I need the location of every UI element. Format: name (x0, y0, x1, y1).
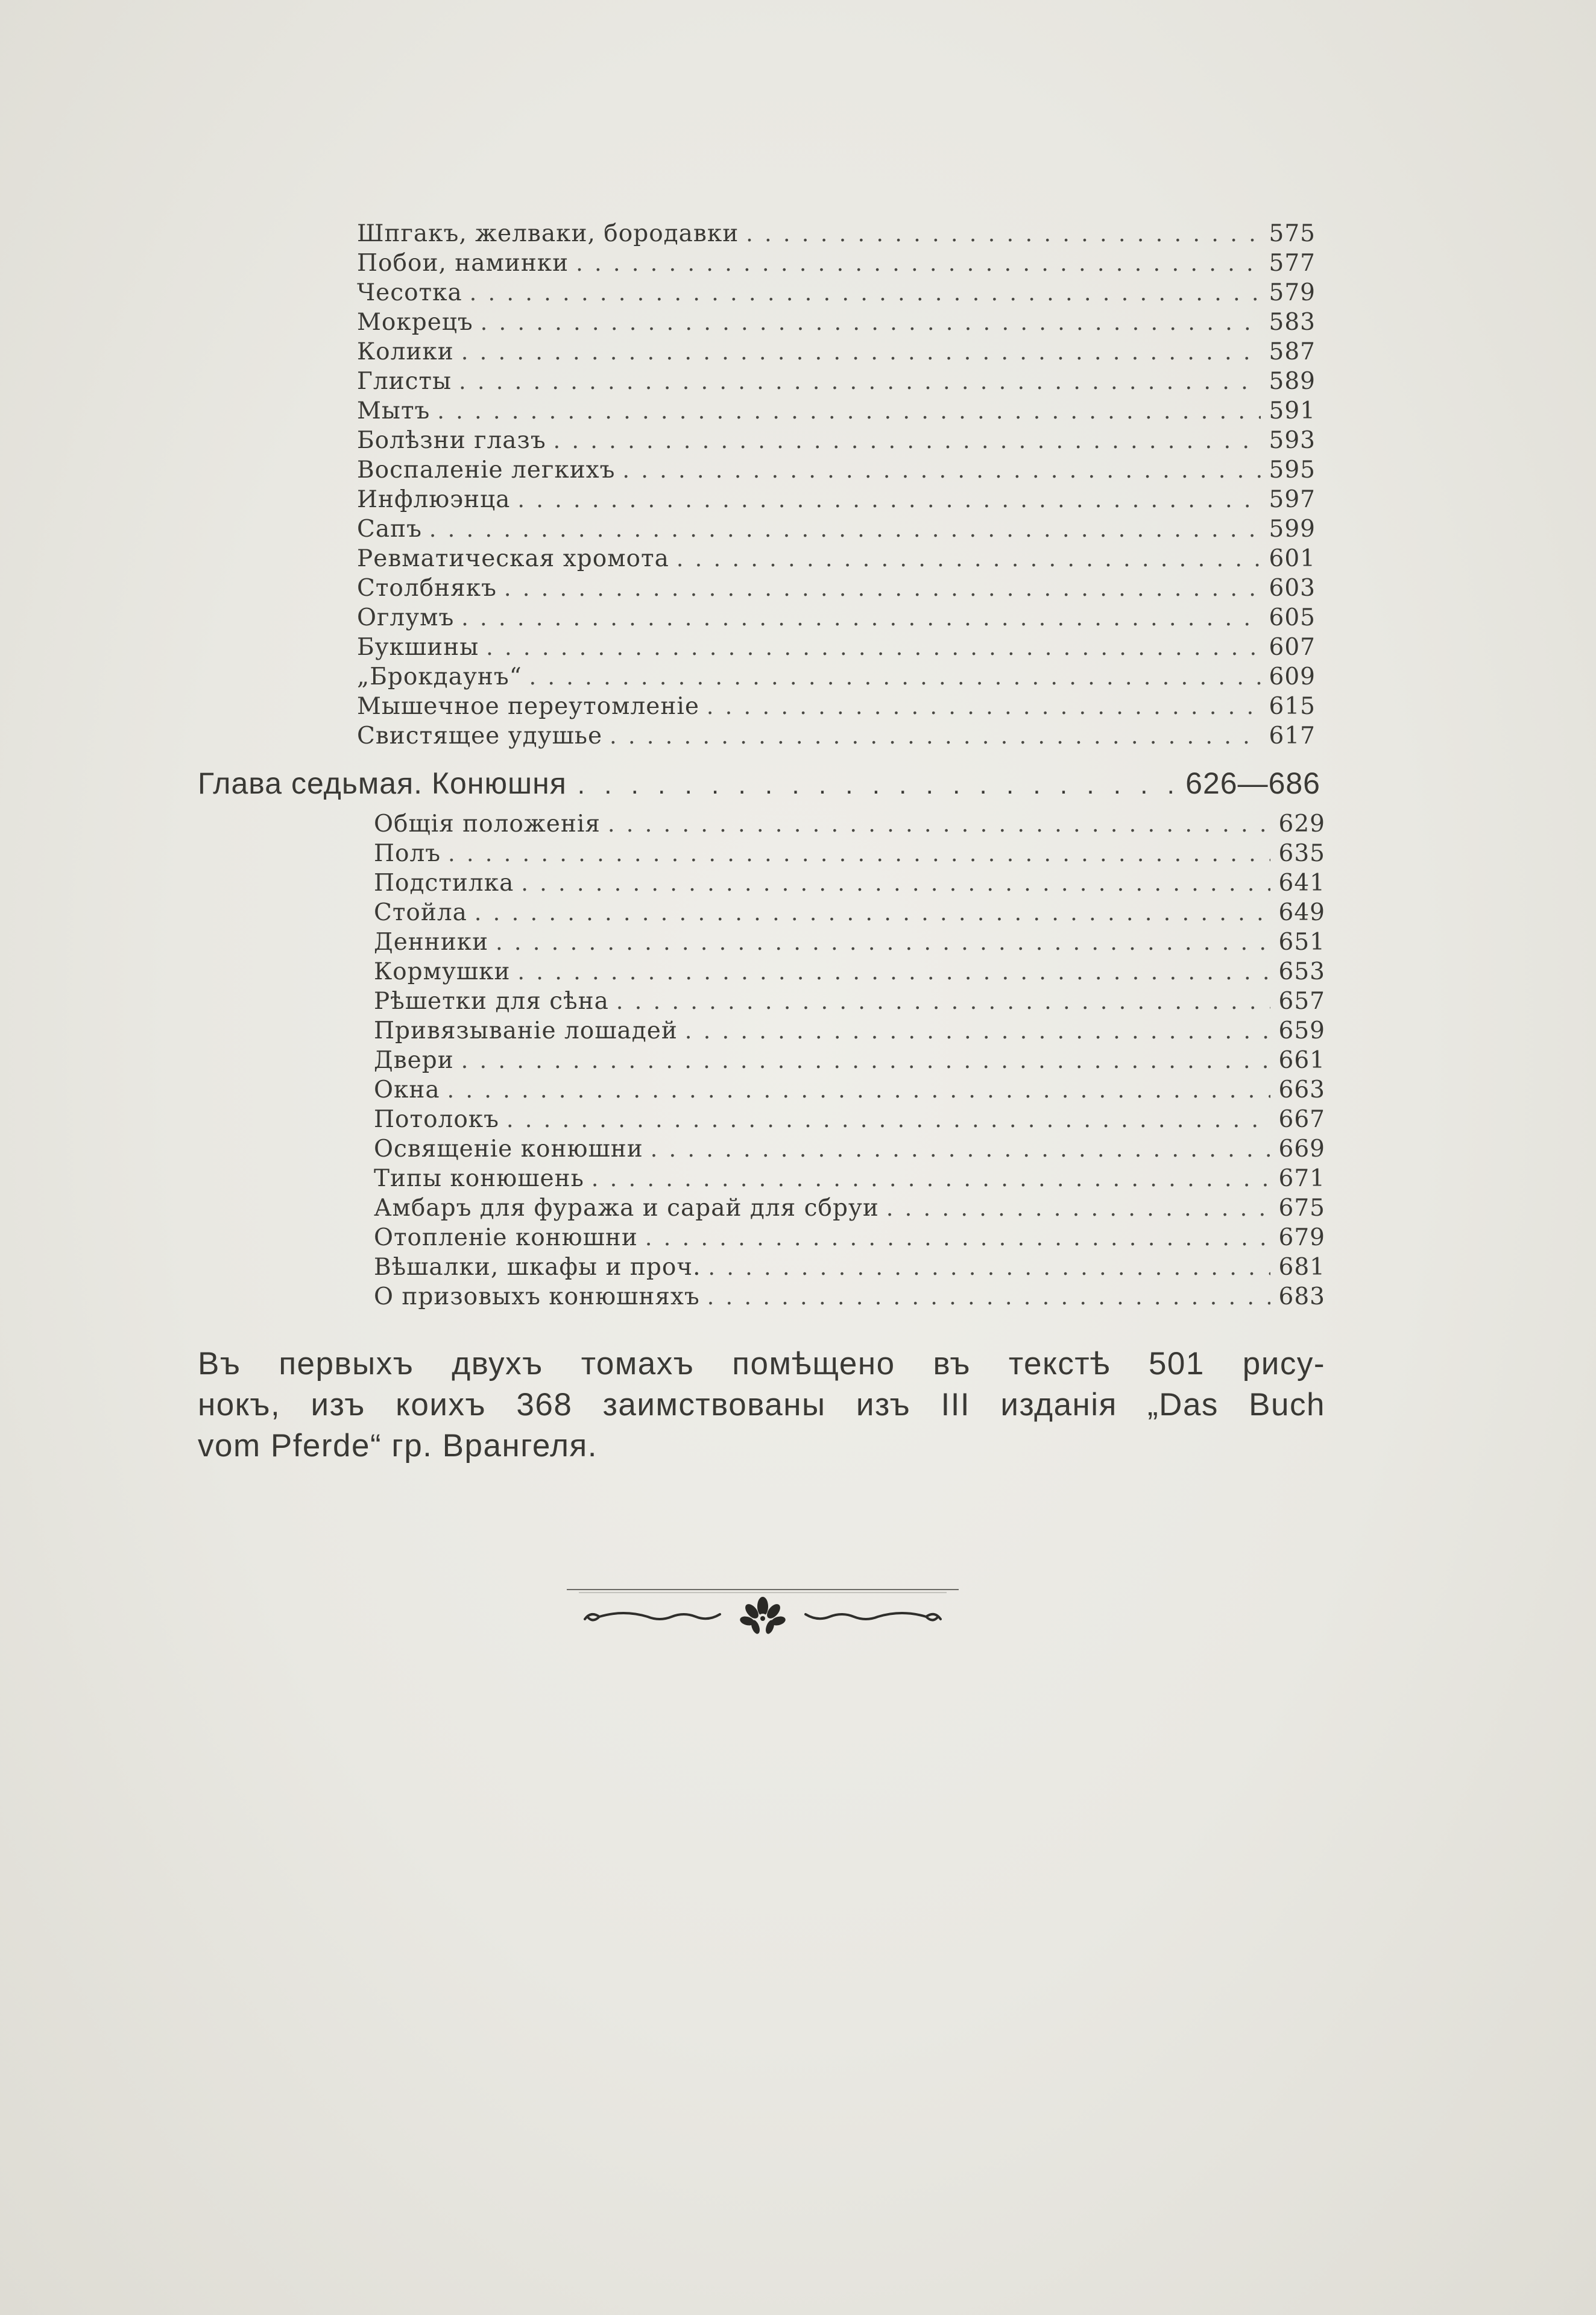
toc-entry-page: 681 (1278, 1254, 1325, 1281)
toc-entry-page: 589 (1269, 368, 1316, 395)
toc-entry (357, 634, 1316, 665)
toc-entry-label: Привязываніе лошадей (374, 1017, 678, 1044)
toc-entry-page: 651 (1278, 929, 1325, 956)
toc-entry (357, 722, 1316, 754)
leader-dots (623, 458, 1261, 483)
toc-entry (357, 368, 1316, 399)
note-line: vom Pferde“ гр. Врангеля. (198, 1428, 598, 1464)
toc-entry (357, 693, 1316, 724)
leader-dots (746, 222, 1260, 247)
toc-entry-page: 683 (1278, 1283, 1325, 1310)
leader-dots (610, 724, 1260, 749)
toc-entry-page: 595 (1269, 456, 1316, 484)
toc-entry-page: 603 (1269, 575, 1316, 602)
leader-dots (554, 429, 1261, 453)
toc-entry-page: 577 (1269, 250, 1316, 277)
leader-dots (459, 370, 1260, 394)
toc-entry-label: Полъ (374, 840, 441, 867)
toc-entry (357, 604, 1316, 636)
toc-entry-label: „Брокдаунъ“ (357, 663, 522, 690)
leader-dots (429, 517, 1261, 542)
toc-entry-label: Отопленіе конюшни (374, 1224, 638, 1251)
toc-entry (374, 840, 1325, 871)
leader-dots (448, 842, 1270, 867)
toc-entry-label: Оглумъ (357, 604, 455, 631)
toc-entry-page: 659 (1278, 1017, 1325, 1044)
toc-entry (374, 988, 1325, 1019)
toc-entry-page: 593 (1269, 427, 1316, 454)
toc-entry (357, 486, 1316, 517)
leader-dots (608, 812, 1270, 837)
leader-dots (578, 770, 1179, 800)
toc-entry-page: 629 (1278, 810, 1325, 838)
leader-dots (481, 311, 1261, 335)
toc-entry-page: 669 (1278, 1135, 1325, 1163)
toc-entry-label: Сапъ (357, 516, 422, 543)
leader-dots (470, 281, 1261, 306)
toc-entry (374, 899, 1325, 930)
toc-entry (374, 1047, 1325, 1078)
toc-entry-label: Общія положенія (374, 810, 601, 838)
toc-entry-label: Вѣшалки, шкафы и проч. (374, 1254, 701, 1281)
toc-entry-label: Глисты (357, 368, 452, 395)
toc-entry (374, 1076, 1325, 1108)
leader-dots (708, 1255, 1270, 1280)
toc-entry-label: Побои, наминки (357, 250, 569, 277)
leader-dots (677, 547, 1261, 572)
toc-entry-label: Стойла (374, 899, 467, 926)
toc-entry-page: 675 (1278, 1195, 1325, 1222)
toc-entry-label: Чесотка (357, 279, 462, 306)
toc-entry-label: Инфлюэнца (357, 486, 511, 513)
toc-entry-page: 657 (1278, 988, 1325, 1015)
chapter-page-range: 626—686 (1185, 766, 1320, 800)
toc-entry-label: Болѣзни глазъ (357, 427, 546, 454)
toc-entry-label: Мытъ (357, 397, 431, 425)
leader-dots (886, 1196, 1270, 1221)
leader-dots (616, 990, 1270, 1014)
toc-entry-label: Освященіе конюшни (374, 1135, 643, 1163)
toc-entry (357, 279, 1316, 311)
leader-dots (707, 695, 1261, 719)
toc-entry (357, 663, 1316, 695)
toc-entry-page: 653 (1278, 958, 1325, 985)
toc-entry (374, 1283, 1325, 1315)
toc-entry (374, 810, 1325, 842)
toc-entry (374, 1017, 1325, 1049)
leader-dots (576, 251, 1260, 276)
leader-dots (437, 399, 1260, 424)
toc-entry-page: 575 (1269, 220, 1316, 247)
leader-dots (707, 1285, 1270, 1310)
toc-entry (374, 1106, 1325, 1137)
toc-entry-label: Букшины (357, 634, 479, 661)
leader-dots (521, 871, 1270, 896)
toc-entry-page: 601 (1269, 545, 1316, 572)
toc-entry-page: 649 (1278, 899, 1325, 926)
leader-dots (504, 576, 1261, 601)
toc-entry (357, 220, 1316, 251)
toc-entry-label: Свистящее удушье (357, 722, 603, 750)
toc-entry-label: Типы конюшень (374, 1165, 584, 1192)
toc-entry-label: Мышечное переутомленіе (357, 693, 699, 720)
toc-entry (357, 309, 1316, 340)
toc-entry (357, 338, 1316, 370)
toc-entry-label: Ревматическая хромота (357, 545, 669, 572)
toc-entry-label: Подстилка (374, 870, 514, 897)
toc-entry (374, 958, 1325, 990)
leader-dots (461, 1049, 1270, 1073)
toc-entry (374, 929, 1325, 960)
toc-entry-page: 671 (1278, 1165, 1325, 1192)
toc-entry-label: Воспаленіе легкихъ (357, 456, 616, 484)
toc-entry-page: 591 (1269, 397, 1316, 425)
note-line: нокъ, изъ коихъ 368 заимствованы изъ III изданія „Das Buch (198, 1387, 1325, 1423)
toc-entry-page: 617 (1269, 722, 1316, 750)
leader-dots (517, 488, 1260, 513)
toc-entry-label: О призовыхъ конюшняхъ (374, 1283, 700, 1310)
toc-entry (374, 870, 1325, 901)
toc-entry-page: 599 (1269, 516, 1316, 543)
illustrations-note (198, 1344, 1325, 1467)
leader-dots (591, 1167, 1270, 1192)
note-line: Въ первыхъ двухъ томахъ помѣщено въ текстѣ 501 рису- (198, 1346, 1325, 1382)
toc-entry-page: 583 (1269, 309, 1316, 336)
toc-entry-page: 615 (1269, 693, 1316, 720)
toc-entry-page: 661 (1278, 1047, 1325, 1074)
toc-entry (357, 250, 1316, 281)
leader-dots (461, 340, 1261, 365)
toc-entry (357, 397, 1316, 429)
toc-entry-label: Колики (357, 338, 454, 365)
toc-entry (357, 427, 1316, 458)
toc-entry-page: 587 (1269, 338, 1316, 365)
leader-dots (486, 636, 1260, 660)
leader-dots (651, 1137, 1270, 1162)
leader-dots (506, 1108, 1270, 1132)
toc-entry (357, 545, 1316, 576)
toc-entry-page: 667 (1278, 1106, 1325, 1133)
toc-entry-page: 641 (1278, 870, 1325, 897)
toc-entry-page: 679 (1278, 1224, 1325, 1251)
toc-entry-page: 579 (1269, 279, 1316, 306)
leader-dots (475, 901, 1270, 926)
toc-entry-label: Потолокъ (374, 1106, 499, 1133)
leader-dots (447, 1078, 1270, 1103)
toc-entry-label: Двери (374, 1047, 454, 1074)
leader-dots (645, 1226, 1270, 1251)
leader-dots (685, 1019, 1270, 1044)
chapter-title: Глава седьмая. Конюшня (198, 766, 567, 800)
toc-entry-label: Рѣшетки для сѣна (374, 988, 609, 1015)
toc-entry (357, 456, 1316, 488)
toc-entry-page: 605 (1269, 604, 1316, 631)
leader-dots (529, 665, 1261, 690)
toc-entry-page: 609 (1269, 663, 1316, 690)
toc-entry-page: 607 (1269, 634, 1316, 661)
toc-entry-page: 635 (1278, 840, 1325, 867)
toc-entry-label: Кормушки (374, 958, 511, 985)
toc-entry (357, 516, 1316, 547)
leader-dots (496, 930, 1270, 955)
floral-vignette-icon (567, 1586, 959, 1640)
toc-entry (374, 1135, 1325, 1167)
toc-entry-label: Шпгакъ, желваки, бородавки (357, 220, 739, 247)
toc-entry-label: Окна (374, 1076, 440, 1104)
toc-entry (357, 575, 1316, 606)
leader-dots (518, 960, 1270, 985)
toc-entry-label: Денники (374, 929, 489, 956)
toc-entry (374, 1165, 1325, 1196)
toc-entry-label: Столбнякъ (357, 575, 497, 602)
toc-entry-page: 597 (1269, 486, 1316, 513)
chapter-heading (198, 766, 1320, 801)
leader-dots (461, 606, 1260, 631)
toc-entry (374, 1224, 1325, 1255)
toc-entry-label: Мокрецъ (357, 309, 473, 336)
toc-entry-label: Амбаръ для фуража и сарай для сбруи (374, 1195, 879, 1222)
toc-entry-page: 663 (1278, 1076, 1325, 1104)
toc-entry (374, 1195, 1325, 1226)
toc-entry (374, 1254, 1325, 1285)
